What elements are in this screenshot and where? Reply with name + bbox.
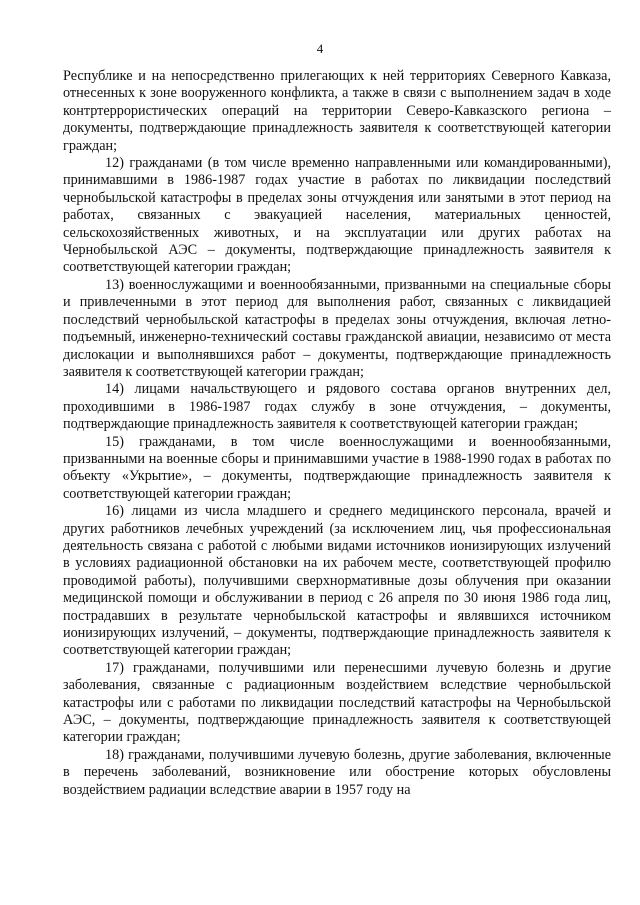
paragraph-item-14: 14) лицами начальствующего и рядового состава органов внутренних дел, проходившими в 1986-1987 годах службу в зоне отчуждения, – документы, подтверждающие принадлежность заявителя к соответствующей категории граждан;: [63, 381, 611, 433]
paragraph-item-15: 15) гражданами, в том числе военнослужащими и военнообязанными, призванными на военные сборы и принимавшими участие в 1988-1990 годах в работах по объекту «Укрытие», – документы, подтверждающие принадлежность заявителя к соответствующей категории граждан;: [63, 433, 611, 502]
document-body: [63, 68, 611, 799]
paragraph-item-12: 12) гражданами (в том числе временно направленными или командированными), принимавшими в 1986-1987 годах участие в работах по ликвидации последствий чернобыльской катастрофы в пределах зоны отчуждения или занятыми в этот период на работах, связанных с эвакуацией населения, материальных ценностей, сельскохозяйственных животных, и на эксплуатации или других работах на Чернобыльской АЭС – документы, подтверждающие принадлежность заявителя к соответствующей категории граждан;: [63, 155, 611, 276]
page-number: 4: [316, 41, 324, 56]
paragraph-item-13: 13) военнослужащими и военнообязанными, призванными на специальные сборы и привлеченными в этот период для выполнения работ, связанных с ликвидацией последствий чернобыльской катастрофы в пределах зоны отчуждения, включая летно-подъемный, инженерно-технический составы гражданской авиации, независимо от места дислокации и выполнявшихся работ – документы, подтверждающие принадлежность заявителя к соответствующей категории граждан;: [63, 276, 611, 380]
paragraph-continuation: Республике и на непосредственно прилегающих к ней территориях Северного Кавказа, отнесенных к зоне вооруженного конфликта, а также в связи с выполнением задач в ходе контртеррористических операций на территории Северо-Кавказского региона – документы, подтверждающие принадлежность заявителя к соответствующей категории граждан;: [63, 68, 611, 154]
paragraph-item-16: 16) лицами из числа младшего и среднего медицинского персонала, врачей и других работников лечебных учреждений (за исключением лиц, чья профессиональная деятельность связана с работой с любыми видами источников ионизирующих излучений в условиях радиационной обстановки на их рабочем месте, соответствующей профилю проводимой работы), получившими сверхнормативные дозы облучения при оказании медицинской помощи и обслуживании в период с 26 апреля по 30 июня 1986 года лиц, пострадавших в результате чернобыльской катастрофы и являвшихся источником ионизирующих излучений, – документы, подтверждающие принадлежность заявителя к соответствующей категории граждан;: [63, 503, 611, 659]
paragraph-item-18: 18) гражданами, получившими лучевую болезнь, другие заболевания, включенные в перечень заболеваний, возникновение или обострение которых обусловлены воздействием радиации вследствие аварии в 1957 году на: [63, 746, 611, 798]
paragraph-item-17: 17) гражданами, получившими или перенесшими лучевую болезнь и другие заболевания, связанные с радиационным воздействием вследствие чернобыльской катастрофы или с работами по ликвидации последствий катастрофы на Чернобыльской АЭС, – документы, подтверждающие принадлежность заявителя к соответствующей категории граждан;: [63, 659, 611, 746]
